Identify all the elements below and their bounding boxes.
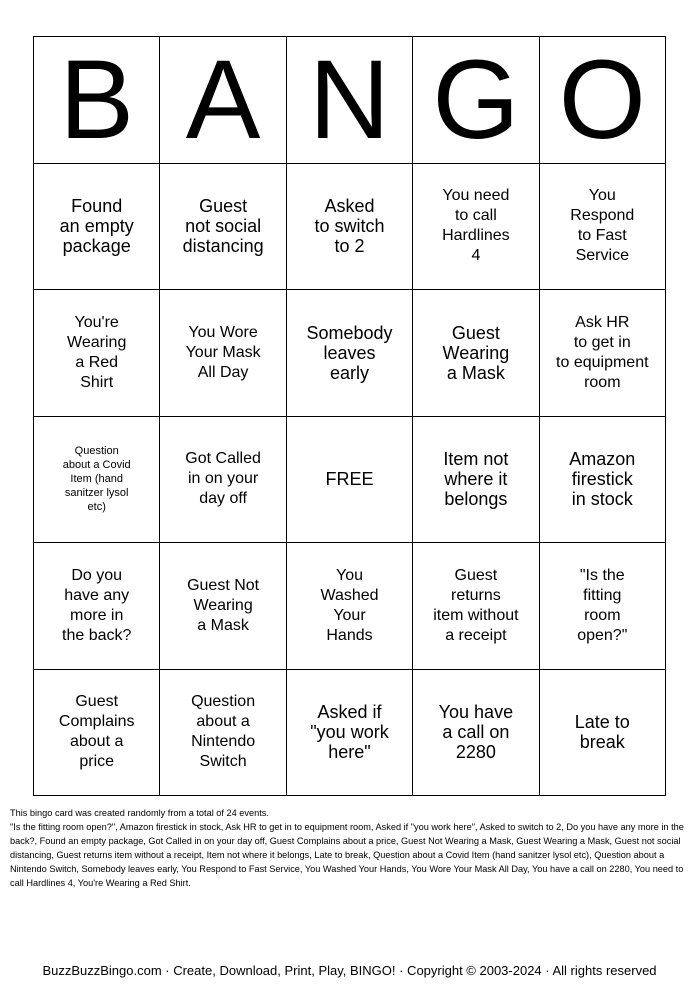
bingo-cell bbox=[413, 543, 539, 670]
bingo-cell bbox=[540, 164, 666, 291]
cell-text: "Is the fitting room open?" bbox=[577, 566, 628, 644]
bingo-card bbox=[33, 36, 666, 796]
bingo-cell bbox=[34, 543, 160, 670]
cell-text: Guest Wearing a Mask bbox=[442, 322, 510, 383]
card-summary: This bingo card was created randomly from a total of 24 events. bbox=[10, 808, 269, 818]
cell-text: You Respond to Fast Service bbox=[570, 187, 635, 265]
bingo-cell bbox=[413, 670, 539, 797]
bingo-cell bbox=[413, 290, 539, 417]
cell-text: Ask HR to get in to equipment room bbox=[556, 313, 649, 391]
cell-text: FREE bbox=[325, 469, 374, 490]
bingo-cell bbox=[160, 290, 286, 417]
cell-text: Found an empty package bbox=[59, 196, 134, 257]
header-letter: N bbox=[309, 36, 390, 162]
header-letter: B bbox=[59, 36, 135, 162]
cell-text: You Washed Your Hands bbox=[320, 566, 379, 644]
cell-text: You need to call Hardlines 4 bbox=[442, 187, 510, 265]
bingo-cell bbox=[160, 417, 286, 544]
header-letter: O bbox=[558, 36, 646, 162]
cell-text: Asked to switch to 2 bbox=[314, 196, 385, 257]
card-description bbox=[10, 806, 690, 890]
bingo-cell bbox=[413, 164, 539, 291]
cell-text: Question about a Nintendo Switch bbox=[191, 693, 256, 771]
cell-text: Guest not social distancing bbox=[182, 196, 264, 257]
bingo-cell bbox=[540, 670, 666, 797]
cell-text: You have a call on 2280 bbox=[438, 702, 514, 763]
bingo-cell bbox=[160, 543, 286, 670]
cell-text: Asked if "you work here" bbox=[310, 702, 389, 763]
cell-text: Guest Complains about a price bbox=[58, 693, 135, 771]
bingo-cell bbox=[540, 417, 666, 544]
cell-text: Item not where it belongs bbox=[443, 449, 509, 510]
event-list: "Is the fitting room open?", Amazon firestick in stock, Ask HR to get in to equipment room, Asked if "you work here", Asked to switch to 2, Do you have any more in the back?, Found an empty package, Got Called in on your day off, Guest Complains about a price, Guest Not Wearing a Mask, Guest Wearing a Mask, Guest not social distancing, Guest returns item without a receipt, Item not where it belongs, Late to break, Question about a Covid Item (hand sanitzer lysol etc), Question about a Nintendo Switch, Somebody leaves early, You Respond to Fast Service, You Washed Your Hands, You Wore Your Mask All Day, You have a call on 2280, You need to call Hardlines 4, You're Wearing a Red Shirt. bbox=[10, 822, 684, 888]
cell-text: Question about a Covid Item (hand sanitzer lysol etc) bbox=[62, 445, 131, 514]
header-cell bbox=[413, 37, 539, 164]
bingo-cell bbox=[160, 670, 286, 797]
bingo-cell bbox=[540, 290, 666, 417]
bingo-cell bbox=[287, 543, 413, 670]
header-cell bbox=[160, 37, 286, 164]
cell-text: Amazon firestick in stock bbox=[569, 449, 636, 510]
header-cell bbox=[287, 37, 413, 164]
cell-text: Late to break bbox=[574, 712, 630, 753]
cell-text: Do you have any more in the back? bbox=[62, 566, 132, 644]
header-cell bbox=[34, 37, 160, 164]
bingo-cell bbox=[287, 290, 413, 417]
bingo-cell bbox=[34, 164, 160, 291]
bingo-cell bbox=[34, 290, 160, 417]
cell-text: Guest Not Wearing a Mask bbox=[187, 576, 260, 634]
bingo-cell bbox=[287, 164, 413, 291]
footer-text: BuzzBuzzBingo.com · Create, Download, Print, Play, BINGO! · Copyright © 2003-2024 · All rights reserved bbox=[42, 963, 657, 978]
cell-text: Guest returns item without a receipt bbox=[433, 566, 519, 644]
cell-text: Somebody leaves early bbox=[306, 322, 393, 383]
bingo-cell bbox=[34, 417, 160, 544]
bingo-cell bbox=[287, 670, 413, 797]
header-letter: A bbox=[185, 36, 261, 162]
free-cell bbox=[287, 417, 413, 544]
header-letter: G bbox=[432, 36, 520, 162]
cell-text: You Wore Your Mask All Day bbox=[185, 323, 261, 381]
cell-text: You're Wearing a Red Shirt bbox=[67, 313, 127, 391]
bingo-cell bbox=[34, 670, 160, 797]
header-cell bbox=[540, 37, 666, 164]
bingo-cell bbox=[160, 164, 286, 291]
bingo-cell bbox=[413, 417, 539, 544]
bingo-cell bbox=[540, 543, 666, 670]
cell-text: Got Called in on your day off bbox=[185, 450, 261, 508]
